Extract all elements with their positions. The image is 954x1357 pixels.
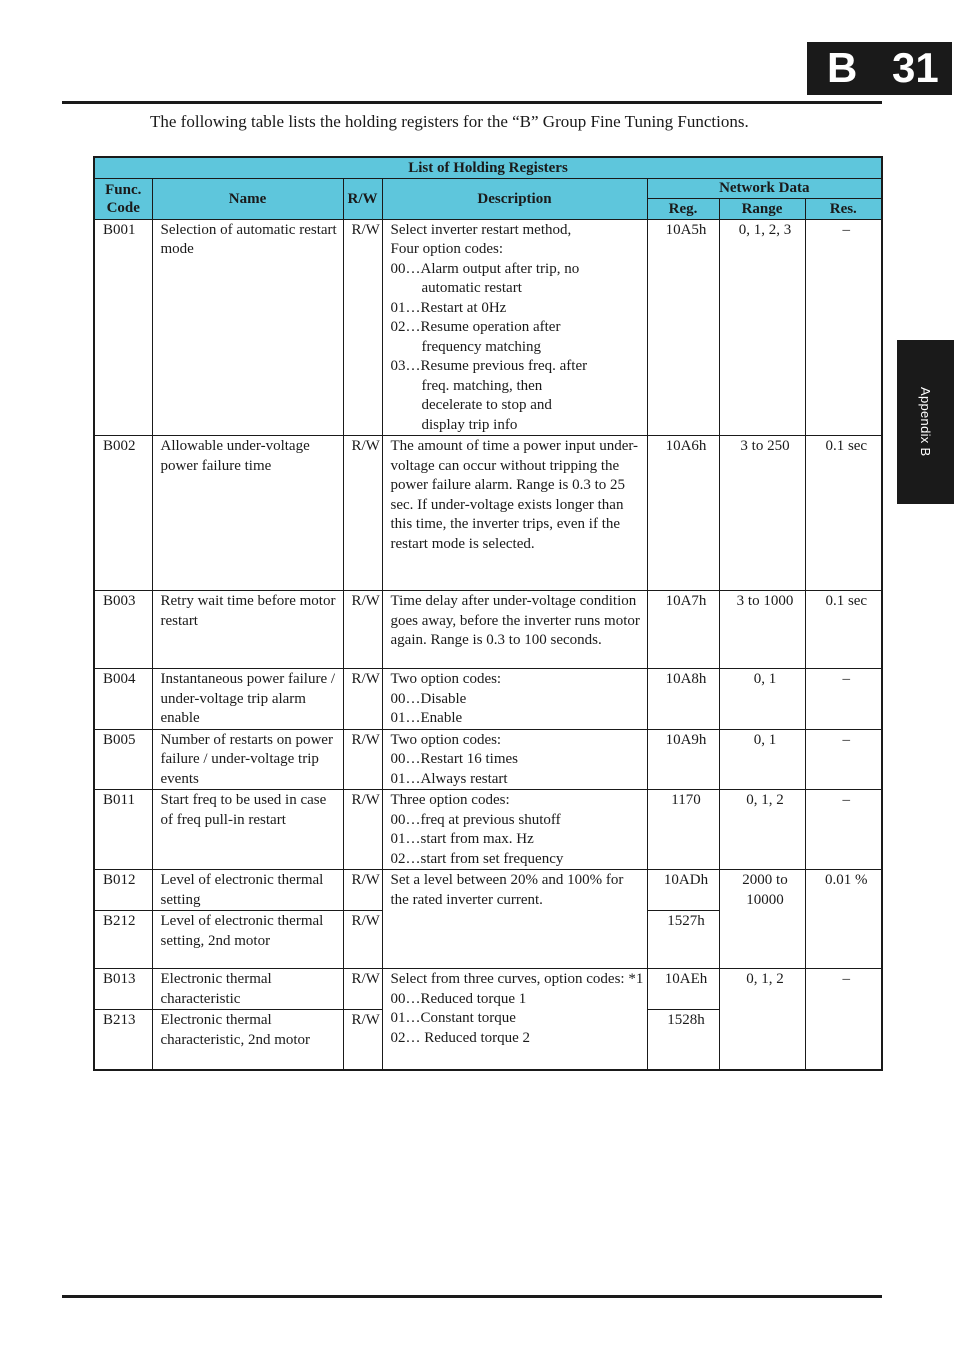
holding-registers-table (93, 156, 883, 1071)
description-line: decelerate to stop and (421, 397, 552, 413)
description-line: Time delay after under-voltage condition goes away, before the inverter runs motor again. Range is 0.3 to 100 seconds. (390, 593, 640, 648)
rw-cell: R/W (343, 969, 382, 1010)
description-line: Four option codes: (390, 241, 503, 257)
description-cell (382, 790, 647, 870)
reg-cell: 1528h (647, 1010, 719, 1070)
description-cell (382, 436, 647, 591)
description-line: 02…start from set frequency (390, 850, 564, 867)
header-reg: Reg. (647, 198, 719, 219)
rw-cell: R/W (343, 911, 382, 969)
reg-cell: 10A5h (647, 219, 719, 436)
name-cell: Allowable under-voltage power failure time (152, 436, 343, 591)
side-tab-label: Appendix B (918, 387, 933, 457)
reg-cell: 10A8h (647, 669, 719, 730)
description-line: 00…Disable (390, 690, 467, 707)
description-line: 02… Reduced torque 2 (390, 1029, 531, 1046)
description-line: The amount of time a power input under-voltage can occur without tripping the power failure alarm. Range is 0.3 to 25 sec. If under-voltage exists longer than this time, the inverter trips, even if the restart mode is selected. (390, 438, 639, 552)
rw-cell: R/W (343, 436, 382, 591)
description-line: 00…Reduced torque 1 (390, 990, 527, 1007)
description-line: Three option codes: (390, 792, 510, 808)
res-cell: – (805, 790, 882, 870)
range-cell: 0, 1 (719, 729, 805, 790)
side-tab (897, 340, 954, 504)
table-row (94, 870, 882, 911)
header-description: Description (382, 178, 647, 219)
func-code-cell: B212 (94, 911, 152, 969)
name-cell: Retry wait time before motor restart (152, 591, 343, 669)
res-cell: – (805, 669, 882, 730)
rw-cell: R/W (343, 219, 382, 436)
rw-cell: R/W (343, 729, 382, 790)
reg-cell: 10ADh (647, 870, 719, 911)
name-cell: Electronic thermal characteristic, 2nd motor (152, 1010, 343, 1070)
rw-cell: R/W (343, 1010, 382, 1070)
name-cell: Start freq to be used in case of freq pull-in restart (152, 790, 343, 870)
name-cell: Selection of automatic restart mode (152, 219, 343, 436)
header-name: Name (152, 178, 343, 219)
func-code-cell: B002 (94, 436, 152, 591)
func-code-cell: B001 (94, 219, 152, 436)
reg-cell: 10A6h (647, 436, 719, 591)
description-line: 00…Restart 16 times (390, 751, 518, 767)
func-code-cell: B012 (94, 870, 152, 911)
range-cell: 3 to 1000 (719, 591, 805, 669)
reg-cell: 1527h (647, 911, 719, 969)
footer-rule (62, 1295, 882, 1298)
description-line: Two option codes: (390, 731, 502, 748)
description-cell (382, 219, 647, 436)
intro-text: The following table lists the holding registers for the “B” Group Fine Tuning Functions. (150, 112, 749, 131)
rw-cell: R/W (343, 790, 382, 870)
header-func-code: Func. Code (94, 178, 152, 219)
rw-cell: R/W (343, 669, 382, 730)
reg-cell: 10A9h (647, 729, 719, 790)
range-cell: 0, 1 (719, 669, 805, 730)
description-line: Two option codes: (390, 671, 502, 687)
range-cell: 0, 1, 2 (719, 790, 805, 870)
rw-cell: R/W (343, 591, 382, 669)
range-cell: 2000 to 10000 (719, 870, 805, 969)
header-res: Res. (805, 198, 882, 219)
header-rw: R/W (343, 178, 382, 219)
description-line: 00…Alarm output after trip, no (390, 260, 580, 277)
header-rule (62, 101, 882, 104)
table-row (94, 969, 882, 1010)
func-code-cell: B004 (94, 669, 152, 730)
name-cell: Instantaneous power failure / under-voltage trip alarm enable (152, 669, 343, 730)
func-code-cell: B005 (94, 729, 152, 790)
description-line: 01…Enable (390, 710, 463, 726)
section-letter: B (827, 44, 858, 91)
description-cell (382, 969, 647, 1070)
name-cell: Number of restarts on power failure / under-voltage trip events (152, 729, 343, 790)
page-number: 31 (892, 44, 939, 91)
range-cell: 3 to 250 (719, 436, 805, 591)
res-cell: 0.01 % (805, 870, 882, 969)
description-cell (382, 669, 647, 730)
res-cell: 0.1 sec (805, 436, 882, 591)
range-cell: 0, 1, 2 (719, 969, 805, 1070)
table-row (94, 436, 882, 591)
func-code-cell: B213 (94, 1010, 152, 1070)
description-line: 01…Restart at 0Hz (390, 299, 507, 316)
description-line: 00…freq at previous shutoff (390, 811, 561, 828)
range-cell: 0, 1, 2, 3 (719, 219, 805, 436)
page-badge (807, 42, 952, 95)
table-title: List of Holding Registers (94, 157, 882, 178)
description-line: display trip info (421, 416, 518, 433)
table-row (94, 219, 882, 436)
description-line: Select from three curves, option codes: *1 (390, 971, 644, 987)
description-cell (382, 591, 647, 669)
description-line: 01…start from max. Hz (390, 831, 534, 847)
reg-cell: 1170 (647, 790, 719, 870)
reg-cell: 10A7h (647, 591, 719, 669)
description-line: 01…Constant torque (390, 1010, 516, 1026)
res-cell: – (805, 219, 882, 436)
header-network-data: Network Data (647, 178, 882, 198)
name-cell: Electronic thermal characteristic (152, 969, 343, 1010)
table-row (94, 669, 882, 730)
description-line: 02…Resume operation after (390, 319, 561, 335)
table-row (94, 729, 882, 790)
func-code-cell: B011 (94, 790, 152, 870)
description-line: freq. matching, then (421, 377, 543, 394)
table-row (94, 591, 882, 669)
res-cell: – (805, 729, 882, 790)
description-line: 01…Always restart (390, 770, 508, 787)
reg-cell: 10AEh (647, 969, 719, 1010)
description-line: automatic restart (421, 280, 522, 296)
res-cell: 0.1 sec (805, 591, 882, 669)
func-code-cell: B013 (94, 969, 152, 1010)
header-range: Range (719, 198, 805, 219)
description-line: Select inverter restart method, (390, 221, 572, 238)
func-code-cell: B003 (94, 591, 152, 669)
description-cell (382, 870, 647, 969)
name-cell: Level of electronic thermal setting, 2nd motor (152, 911, 343, 969)
description-line: frequency matching (421, 338, 542, 355)
description-line: Set a level between 20% and 100% for the rated inverter current. (390, 872, 624, 908)
res-cell: – (805, 969, 882, 1070)
description-cell (382, 729, 647, 790)
rw-cell: R/W (343, 870, 382, 911)
description-line: 03…Resume previous freq. after (390, 358, 588, 374)
table-body (94, 219, 882, 1070)
name-cell: Level of electronic thermal setting (152, 870, 343, 911)
table-row (94, 790, 882, 870)
